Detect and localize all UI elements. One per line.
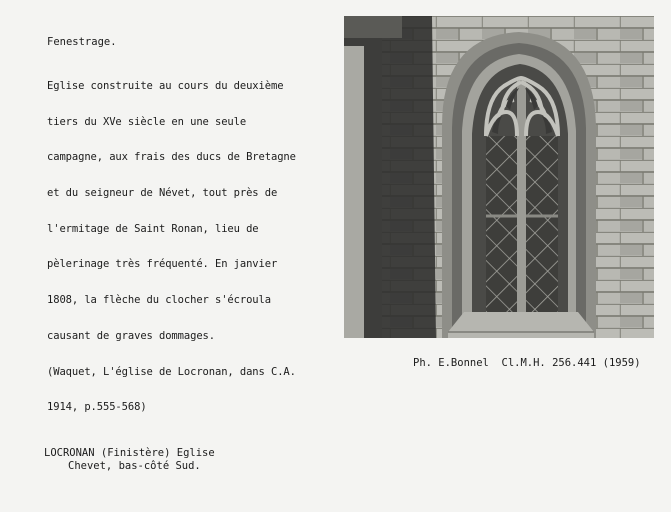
- right-light-glass: [526, 136, 558, 312]
- record-description: [47, 57, 296, 438]
- location-subline: Chevet, bas-côté Sud.: [68, 459, 201, 472]
- photo-credit: Ph. E.Bonnel Cl.M.H. 256.441 (1959): [413, 357, 641, 369]
- central-mullion: [517, 78, 526, 314]
- record-title: Fenestrage.: [47, 36, 117, 48]
- description-line: campagne, aux frais des ducs de Bretagne: [47, 151, 296, 164]
- description-line: 1808, la flèche du clocher s'écroula: [47, 294, 271, 307]
- description-line: causant de graves dommages.: [47, 329, 215, 342]
- pier-cap: [344, 16, 402, 38]
- location-caption: [44, 447, 215, 472]
- description-line: pèlerinage très fréquenté. En janvier: [47, 258, 278, 271]
- description-line: (Waquet, L'église de Locronan, dans C.A.: [47, 365, 296, 378]
- description-line: et du seigneur de Névet, tout près de: [47, 186, 278, 199]
- left-light-glass: [486, 136, 517, 312]
- location-line: LOCRONAN (Finistère) Eglise: [44, 447, 215, 459]
- description-line: Eglise construite au cours du deuxième: [47, 79, 284, 92]
- description-line: tiers du XVe siècle en une seule: [47, 115, 247, 128]
- window-sill: [448, 312, 594, 338]
- window-photo-drawing: [344, 16, 654, 338]
- window-photograph: [344, 16, 654, 338]
- description-line: 1914, p.555-568): [47, 401, 147, 414]
- description-line: l'ermitage de Saint Ronan, lieu de: [47, 222, 259, 235]
